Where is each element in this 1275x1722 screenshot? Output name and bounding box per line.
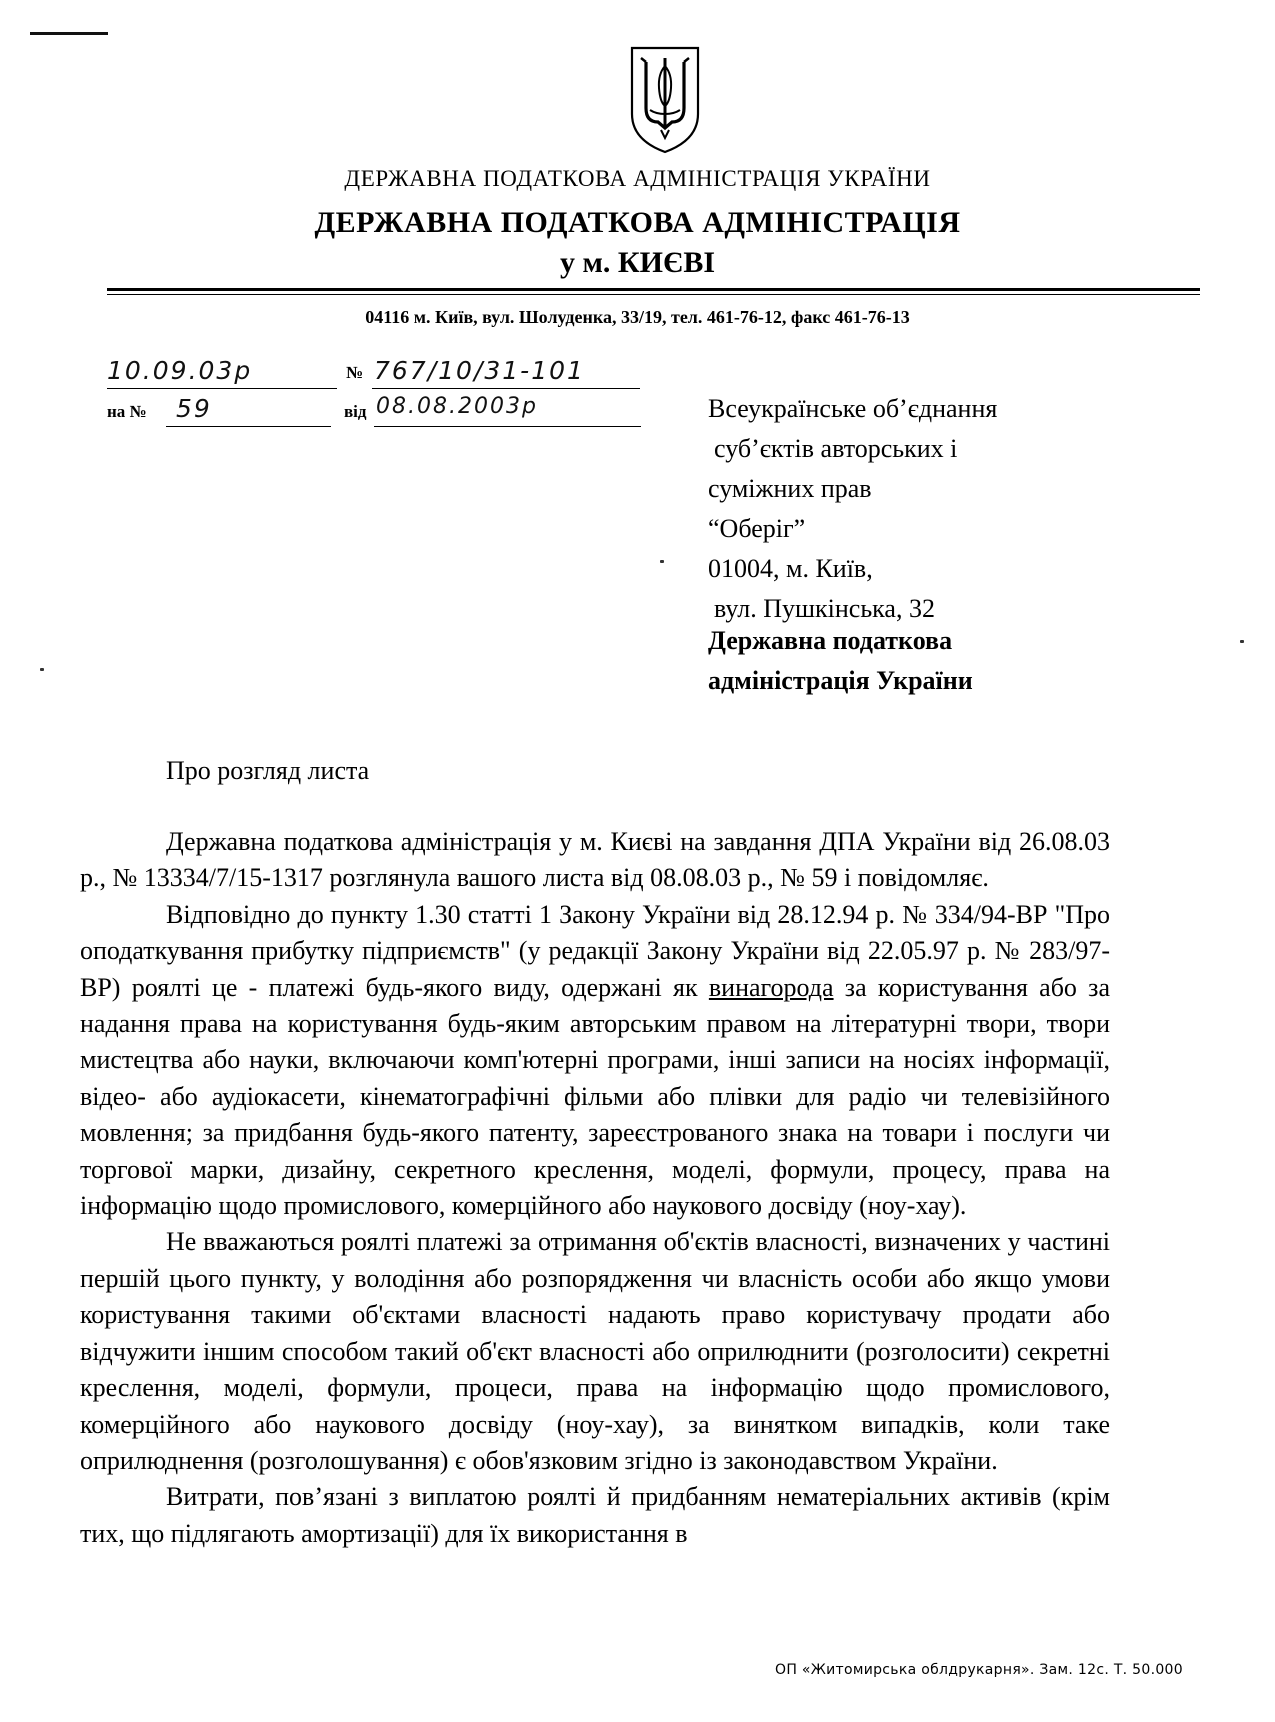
number-label: № [346, 363, 364, 382]
recipient-line: 01004, м. Київ, [708, 554, 873, 583]
scan-dot [660, 560, 664, 563]
paragraph: Державна податкова адміністрація у м. Києві на завдання ДПА України від 26.08.03 р., № 13334/7/15-1317 розглянула вашого листа від 08.08.03 р., № 59 і повідомляє. [80, 827, 1110, 893]
header-rule-thin [107, 294, 1200, 295]
header-line-2: ДЕРЖАВНА ПОДАТКОВА АДМІНІСТРАЦІЯ [314, 206, 961, 239]
from-date-value: 08.08.2003р [376, 394, 538, 419]
number-value: 767/10/31-101 [374, 356, 585, 385]
header-line-1: ДЕРЖАВНА ПОДАТКОВА АДМІНІСТРАЦІЯ УКРАЇНИ [344, 166, 931, 191]
paragraph-text: Відповідно до пункту 1.30 статті 1 Закону України від 28.12.94 р. № 334/94-ВР "Про оподаткування прибутку підприємств" (у редакції Закону України від 22.05.97 р. № 283/97-ВР) роялті це - платежі будь-якого виду, одержані як [80, 899, 1110, 1002]
paragraph-text: за користування або за надання права на користування будь-яким авторським правом на літературні твори, твори мистецтва або науки, включаючи комп'ютерні програми, інші записи на носіях інформації, відео- або аудіокасети, кінематографічні фільми або плівки для радіо чи телевізійного мовлення; за придбання будь-якого патенту, зареєстрованого знака на товари і послуги чи торгової марки, дизайну, секретного креслення, моделі, формули, процесу, права на інформацію щодо промислового, комерційного або наукового досвіду (ноу-хау). [80, 972, 1110, 1221]
date-field [107, 356, 337, 389]
date-value: 10.09.03р [107, 356, 253, 385]
scan-dot [40, 668, 44, 671]
from-label: від [344, 402, 367, 421]
recipient-line: суб’єктів авторських і [714, 434, 958, 463]
header-rule [107, 288, 1200, 291]
scan-dot [1240, 640, 1244, 643]
printer-footer: ОП «Житомирська облдрукарня». Зам. 12с. Т. 50.000 [775, 1662, 1183, 1678]
header-address: 04116 м. Київ, вул. Шолуденка, 33/19, тел. 461-76-12, факс 461-76-13 [365, 307, 910, 327]
second-recipient [708, 621, 973, 701]
recipient-line: суміжних прав [708, 474, 872, 503]
reply-label: на № [107, 402, 147, 421]
from-date-field [374, 396, 641, 427]
letter-body [80, 824, 1110, 1552]
trident-emblem [628, 44, 702, 154]
number-field [372, 356, 640, 389]
paragraph [80, 897, 1110, 1225]
reply-number-value: 59 [176, 394, 212, 423]
recipient-line: “Оберіг” [708, 514, 806, 543]
recipient-line: вул. Пушкінська, 32 [714, 594, 935, 623]
reply-number-field [166, 396, 331, 427]
paragraph: Не вважаються роялті платежі за отримання об'єктів власності, визначених у частині першій цього пункту, у володіння або розпорядження чи власність особи або якщо умови користування такими об'єктами власності надають право користувачу продати або відчужити іншим способом такий об'єкт власності або оприлюднити (розголосити) секретні креслення, моделі, формули, процеси, права на інформацію щодо промислового, комерційного або наукового досвіду (ноу-хау), за винятком випадків, коли таке оприлюднення (розголошування) є обов'язковим згідно із законодавством України. [80, 1227, 1110, 1475]
recipient-line: Всеукраїнське об’єднання [708, 394, 998, 423]
header-line-3: у м. КИЄВІ [559, 246, 716, 279]
scan-mark [30, 32, 108, 35]
subject-line: Про розгляд листа [166, 756, 370, 785]
second-recipient-line: адміністрація України [708, 666, 973, 695]
paragraph: Витрати, пов’язані з виплатою роялті й придбанням нематеріальних активів (крім тих, що підлягають амортизації) для їх використання в [80, 1482, 1110, 1548]
underlined-term: винагорода [708, 972, 834, 1002]
second-recipient-line: Державна податкова [708, 626, 953, 655]
recipient-block [708, 389, 997, 629]
